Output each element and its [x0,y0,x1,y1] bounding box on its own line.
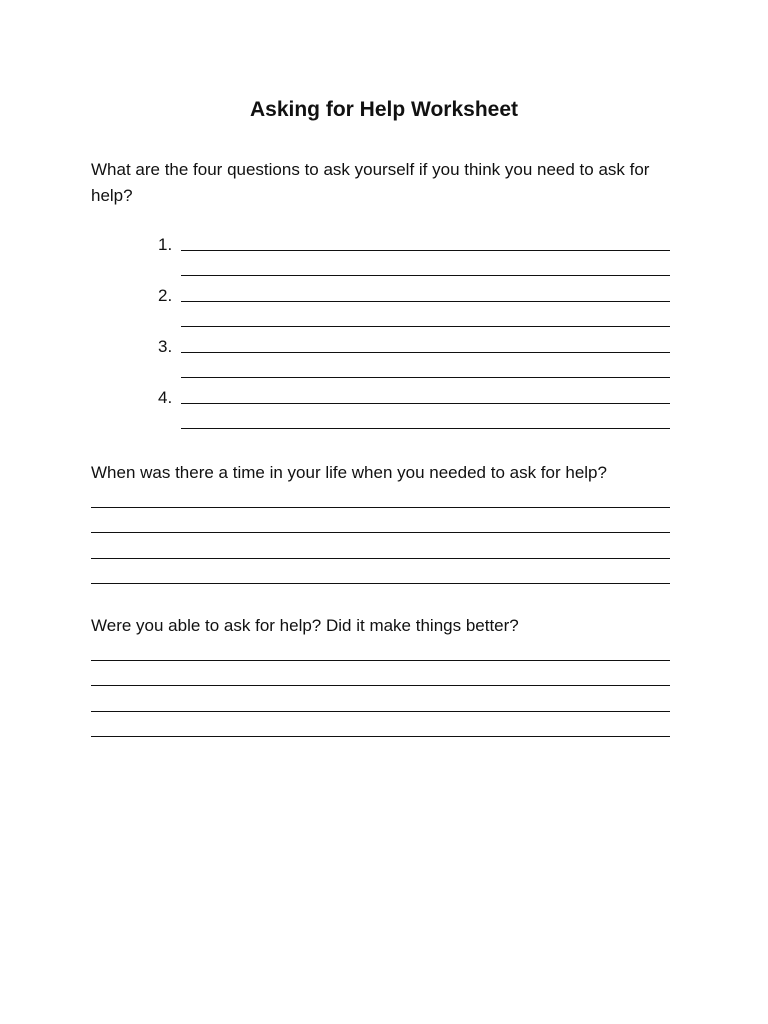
page-title: Asking for Help Worksheet [250,98,518,121]
answer-line[interactable] [181,301,670,302]
answer-line[interactable] [91,712,670,738]
numbered-item-label: 1. [158,235,173,254]
answer-line[interactable] [181,352,670,353]
numbered-item-label: 2. [158,286,173,305]
numbered-item-1 [150,234,680,285]
answer-lines-able-to-ask [91,635,670,737]
answer-line[interactable] [91,559,670,585]
answer-line[interactable] [181,403,670,404]
answer-line[interactable] [181,250,670,251]
answer-line[interactable] [91,686,670,712]
question-able-to-ask: Were you able to ask for help? Did it make things better? [91,616,519,635]
numbered-item-label: 4. [158,388,173,407]
answer-line[interactable] [91,482,670,508]
answer-line[interactable] [181,428,670,429]
answer-line[interactable] [181,377,670,378]
question-four-questions: What are the four questions to ask yourself if you think you need to ask for help? [91,160,650,205]
numbered-item-label: 3. [158,337,173,356]
answer-line[interactable] [181,326,670,327]
numbered-answer-list [150,234,680,438]
answer-line[interactable] [91,635,670,661]
numbered-item-4 [150,387,680,438]
answer-lines-time-needed-help [91,482,670,584]
answer-line[interactable] [91,508,670,534]
question-time-needed-help: When was there a time in your life when you needed to ask for help? [91,463,607,482]
answer-line[interactable] [181,275,670,276]
answer-line[interactable] [91,661,670,687]
numbered-item-2 [150,285,680,336]
numbered-item-3 [150,336,680,387]
answer-line[interactable] [91,533,670,559]
